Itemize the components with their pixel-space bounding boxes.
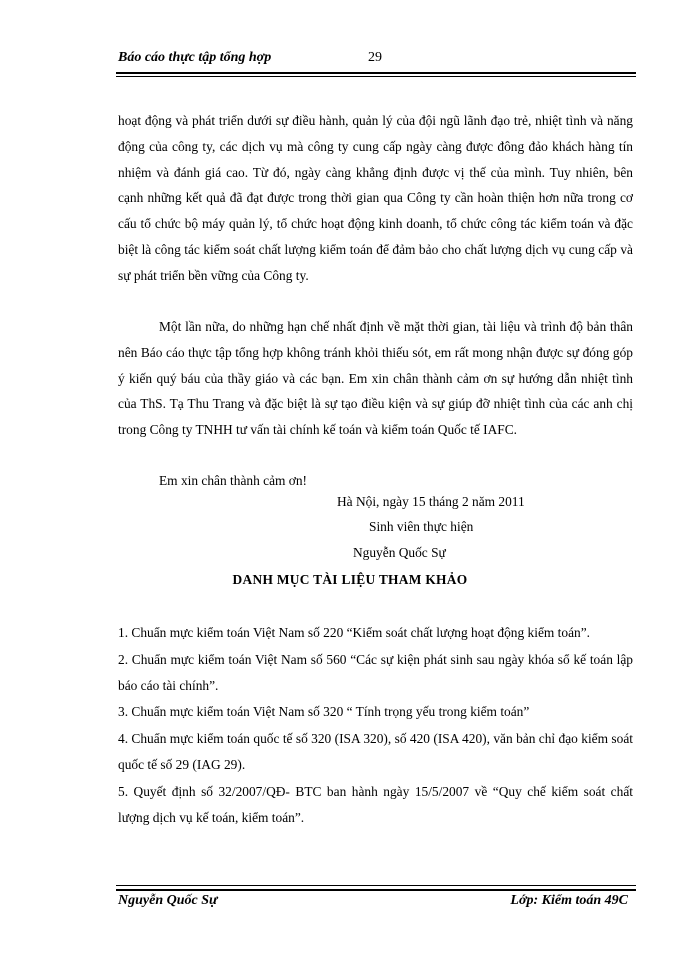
- page-number: 29: [368, 50, 382, 65]
- header-rule: [116, 72, 636, 74]
- footer-author: Nguyễn Quốc Sự: [118, 893, 218, 908]
- signature-date: Hà Nội, ngày 15 tháng 2 năm 2011: [337, 494, 525, 509]
- header-rule-thin: [116, 76, 636, 77]
- signature-role: Sinh viên thực hiện: [369, 519, 474, 534]
- footer-rule-thin: [116, 885, 636, 886]
- reference-item: 5. Quyết định số 32/2007/QĐ- BTC ban hành ngày 15/5/2007 về “Quy chế kiểm soát chất lượng dịch vụ kế toán, kiểm toán”.: [118, 783, 633, 825]
- body-paragraph-1: hoạt động và phát triển dưới sự điều hành, quản lý của đội ngũ lãnh đạo trẻ, nhiệt tình và năng động của công ty, các dịch vụ mà công ty cung cấp ngày càng được đông đảo khách hàng tín nhiệm và đánh giá cao. Từ đó, ngày càng khẳng định được vị thế của mình. Tuy nhiên, bên cạnh những kết quả đã đạt được trong thời gian qua Công ty cần hoàn thiện hơn nữa trong cơ cấu tổ chức bộ máy quản lý, tổ chức hoạt động kinh doanh, tổ chức công tác kiểm toán và đặc biệt là công tác kiểm soát chất lượng kiểm toán để đảm bảo cho chất lượng dịch vụ cung cấp và sự phát triển bền vững của Công ty.: [118, 113, 633, 283]
- body-paragraph-2: Một lần nữa, do những hạn chế nhất định về mặt thời gian, tài liệu và trình độ bản thân nên Báo cáo thực tập tổng hợp không tránh khỏi thiếu sót, em rất mong nhận được sự đóng góp ý kiến quý báu của thầy giáo và các bạn. Em xin chân thành cảm ơn sự hướng dẫn nhiệt tình của ThS. Tạ Thu Trang và đặc biệt là sự tạo điều kiện và sự giúp đỡ nhiệt tình của các anh chị trong Công ty TNHH tư vấn tài chính kế toán và kiểm toán Quốc tế IAFC.: [118, 319, 633, 438]
- header-title: Báo cáo thực tập tổng hợp: [118, 50, 272, 65]
- footer-rule: [116, 889, 636, 891]
- signature-name: Nguyễn Quốc Sự: [353, 545, 446, 560]
- references-title: DANH MỤC TÀI LIỆU THAM KHẢO: [232, 572, 468, 587]
- reference-item: 2. Chuẩn mực kiểm toán Việt Nam số 560 “Các sự kiện phát sinh sau ngày khóa sổ kế toán lập báo cáo tài chính”.: [118, 651, 633, 693]
- reference-item: 4. Chuẩn mực kiểm toán quốc tế số 320 (ISA 320), số 420 (ISA 420), văn bản chỉ đạo kiểm soát quốc tế số 29 (IAG 29).: [118, 731, 633, 772]
- body-paragraph-3: Em xin chân thành cảm ơn!: [159, 473, 308, 488]
- reference-item: 3. Chuẩn mực kiểm toán Việt Nam số 320 “ Tính trọng yếu trong kiểm toán”: [118, 704, 530, 720]
- references-list: [118, 620, 633, 831]
- reference-item: 1. Chuẩn mực kiểm toán Việt Nam số 220 “Kiểm soát chất lượng hoạt động kiểm toán”.: [118, 625, 591, 640]
- footer-class: Lớp: Kiểm toán 49C: [510, 893, 628, 908]
